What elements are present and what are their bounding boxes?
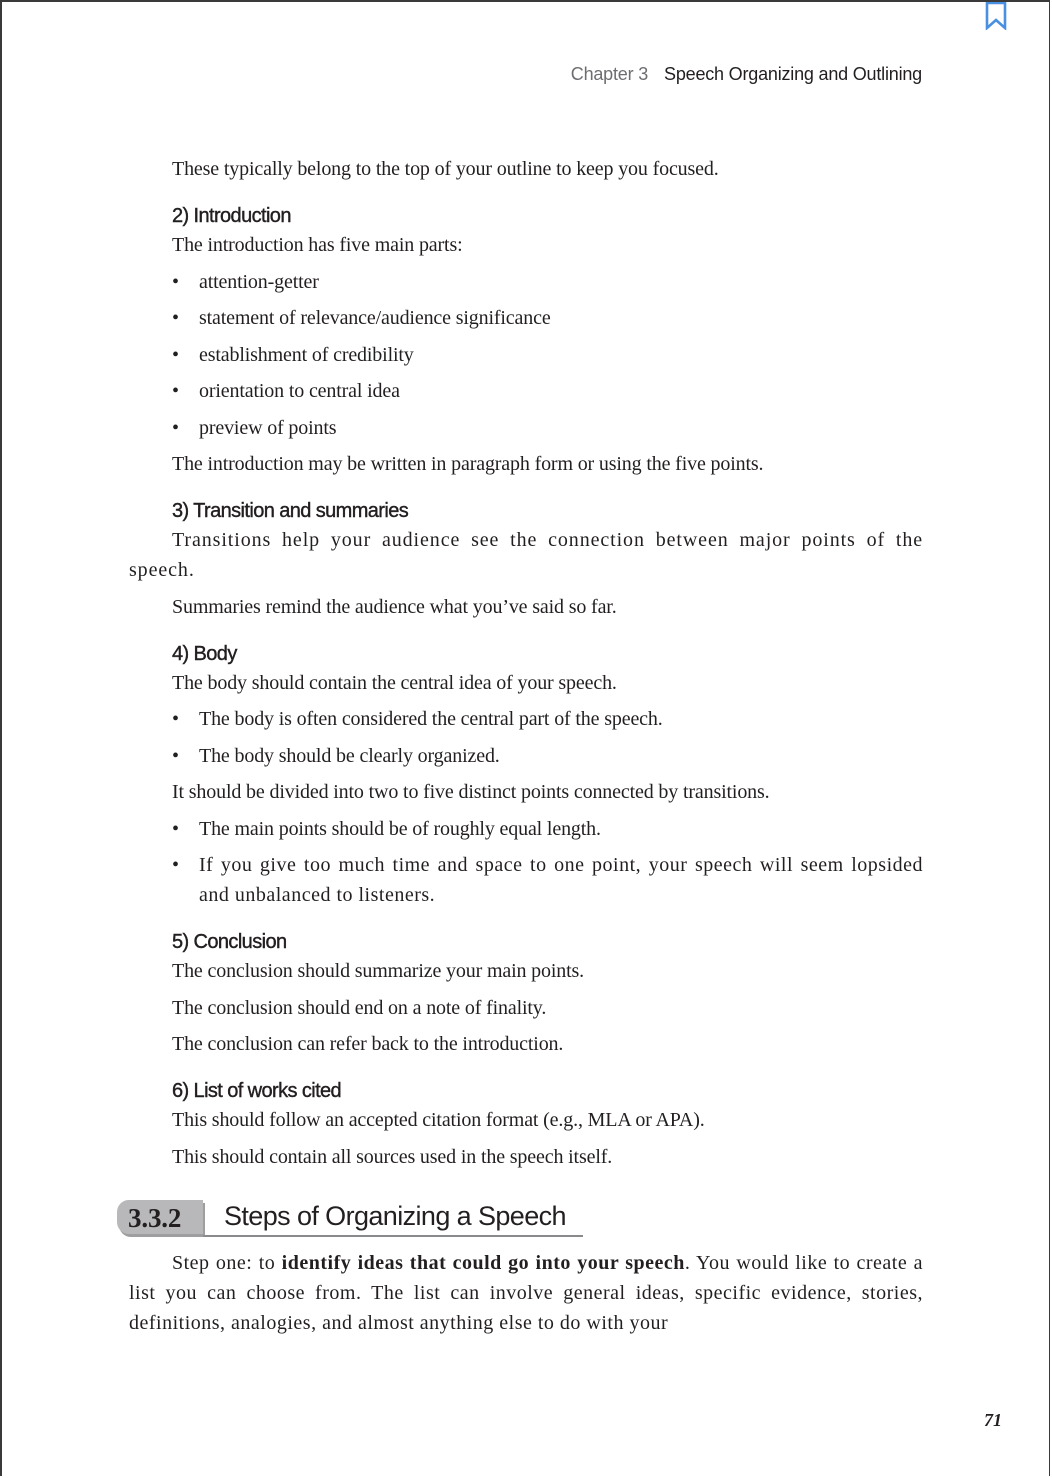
subsection-title: Steps of Organizing a Speech [224, 1200, 566, 1231]
works-cited-line: This should follow an accepted citation format (e.g., MLA or APA). [172, 1109, 705, 1131]
bookmark-icon[interactable] [985, 2, 1007, 30]
body-middle: It should be divided into two to five distinct points connected by transitions. [172, 781, 770, 803]
transition-paragraph: Transitions help your audience see the connection between major points of the speech. [129, 529, 923, 581]
list-item: • The main points should be of roughly equal length. [129, 814, 923, 844]
running-header [571, 64, 922, 85]
introduction-parts-list [129, 267, 923, 443]
list-item: • If you give too much time and space to one point, your speech will seem lopsided and unbalanced to listeners. [129, 850, 923, 910]
list-item: • establishment of credibility [129, 340, 923, 370]
subsection-rule [203, 1235, 583, 1237]
conclusion-line: The conclusion can refer back to the introduction. [172, 1033, 564, 1055]
page-content [129, 154, 923, 1338]
heading-body: 4) Body [172, 642, 237, 665]
list-item: • preview of points [129, 413, 923, 443]
chapter-title: Speech Organizing and Outlining [664, 64, 922, 84]
body-lead: The body should contain the central idea of your speech. [172, 671, 617, 694]
list-item: • statement of relevance/audience significance [129, 303, 923, 333]
subsection-number: 3.3.2 [117, 1200, 203, 1234]
chapter-label: Chapter 3 [570, 64, 649, 84]
list-item: • orientation to central idea [129, 376, 923, 406]
step-one-prefix: Step one: to [172, 1251, 282, 1274]
heading-works-cited: 6) List of works cited [172, 1080, 342, 1102]
step-one-paragraph [129, 1248, 923, 1338]
list-item: • attention-getter [129, 267, 923, 297]
heading-transition: 3) Transition and summaries [172, 500, 409, 522]
intro-line: These typically belong to the top of your outline to keep you focused. [172, 158, 719, 180]
summaries-paragraph: Summaries remind the audience what you’ve said so far. [172, 595, 617, 618]
introduction-closing: The introduction may be written in paragraph form or using the five points. [172, 453, 764, 475]
list-item: • The body should be clearly organized. [129, 741, 923, 771]
list-item: • The body is often considered the central part of the speech. [129, 704, 923, 734]
page-number: 71 [984, 1410, 1002, 1430]
introduction-lead: The introduction has five main parts: [172, 234, 463, 256]
conclusion-line: The conclusion should end on a note of finality. [172, 996, 547, 1019]
subsection-heading [117, 1198, 923, 1238]
body-list-2 [129, 814, 923, 911]
step-one-suffix: . You would like to create a list you can choose from. The list can involve general ideas, specific evidence, stories, definitions, analogies, and almost anything else to do with your [129, 1251, 923, 1334]
works-cited-line: This should contain all sources used in the speech itself. [172, 1145, 613, 1168]
conclusion-line: The conclusion should summarize your main points. [172, 960, 585, 982]
heading-introduction: 2) Introduction [172, 205, 291, 227]
step-one-bold: identify ideas that could go into your speech [281, 1251, 685, 1274]
heading-conclusion: 5) Conclusion [172, 931, 287, 953]
body-list-1 [129, 704, 923, 771]
